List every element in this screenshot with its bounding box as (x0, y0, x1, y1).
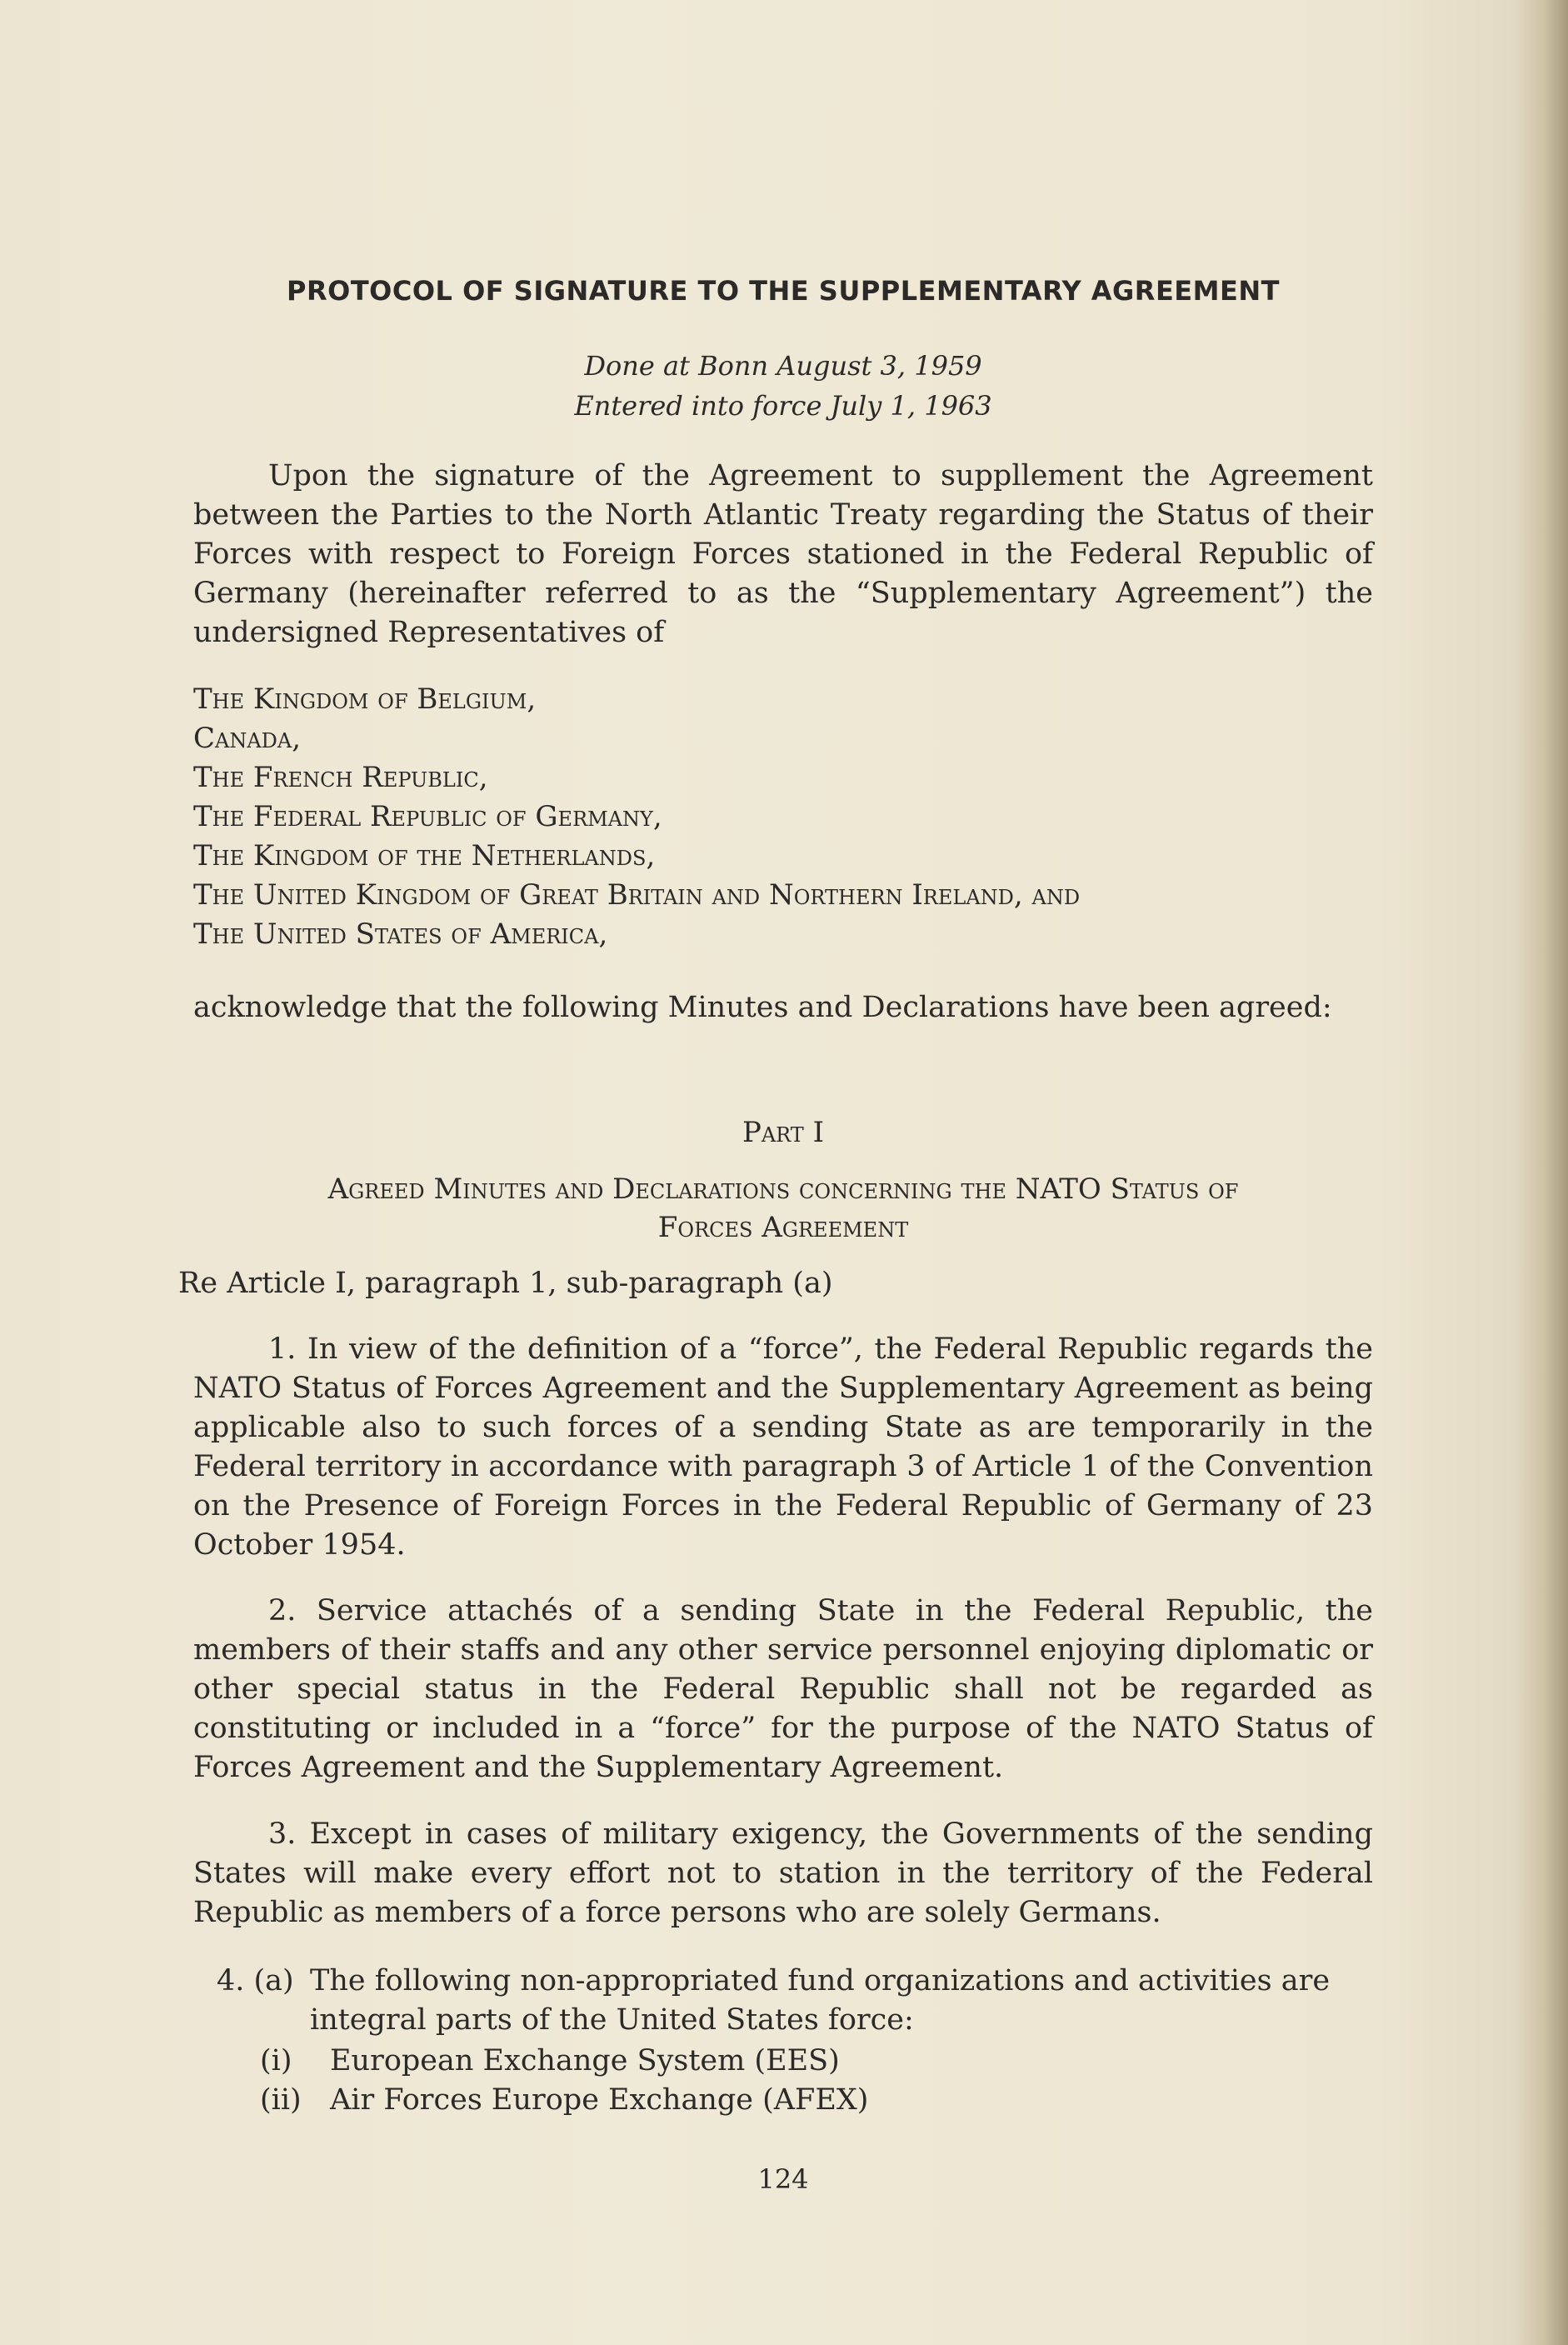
country-item: Canada, (193, 722, 302, 755)
paragraph-4-subitems (260, 2042, 1375, 2120)
country-item: The Kingdom of the Netherlands, (193, 839, 656, 872)
subitem-text: Air Forces Europe Exchange (AFEX) (330, 2083, 869, 2117)
paragraph-2: 2. Service attachés of a sending State in the Federal Republic, the members of their staffs and any other service personnel enjoying diplomatic or other special status in the Federal Republic shall not be regarded as constituting or included in a “force” for the purpose of the NATO Status of Forces Agreement and the Supplementary Agreement. (193, 1594, 1373, 1784)
paragraph-4-number: 4. (a) (217, 1964, 294, 1998)
document-title: PROTOCOL OF SIGNATURE TO THE SUPPLEMENTARY AGREEMENT (287, 275, 1280, 307)
subitem-number: (ii) (260, 2083, 302, 2117)
part-title-line-1: Agreed Minutes and Declarations concerning the NATO Status of (327, 1172, 1239, 1206)
country-item: The Federal Republic of Germany, (193, 800, 662, 833)
subitem-number: (i) (260, 2044, 292, 2078)
part-title-line-2: Forces Agreement (657, 1211, 909, 1244)
country-item: The French Republic, (193, 761, 488, 794)
acknowledge-paragraph: acknowledge that the following Minutes and Declarations have been agreed: (193, 991, 1332, 1024)
countries-list (193, 680, 1376, 954)
country-item: The United Kingdom of Great Britain and Northern Ireland, and (193, 878, 1081, 912)
part-label: Part I (742, 1116, 825, 1149)
document-dates (192, 346, 1375, 426)
paragraph-4-text: The following non-appropriated fund organizations and activities are integral parts of the United States force: (310, 1964, 1331, 2037)
page-edge-shadow (1510, 0, 1568, 2345)
done-at-line: Done at Bonn August 3, 1959 (584, 350, 982, 382)
subitem-text: European Exchange System (EES) (330, 2044, 840, 2078)
country-item: The Kingdom of Belgium, (193, 682, 537, 716)
list-item (260, 2081, 1375, 2120)
part-title (192, 1170, 1375, 1247)
list-item (260, 2042, 1375, 2081)
article-reference: Re Article I, paragraph 1, sub-paragraph (a) (178, 1267, 833, 1300)
intro-paragraph: Upon the signature of the Agreement to suppllement the Agreement between the Parties to the North Atlantic Treaty regarding the Status of their Forces with respect to Foreign Forces stationed in the Federal Republic of Germany (hereinafter referred to as the “Supplementary Agreement”) the undersigned Representatives of (193, 459, 1373, 649)
paragraph-3: 3. Except in cases of military exigency, the Governments of the sending States will make every effort not to station in the territory of the Federal Republic as members of a force persons who are solely Germans. (193, 1818, 1373, 1929)
paragraph-1: 1. In view of the definition of a “force”, the Federal Republic regards the NATO Status of Forces Agreement and the Supplementary Agreement as being applicable also to such forces of a sending State as are temporarily in the Federal territory in accordance with paragraph 3 of Article 1 of the Convention on the Presence of Foreign Forces in the Federal Republic of Germany of 23 October 1954. (193, 1332, 1373, 1562)
entered-into-force-line: Entered into force July 1, 1963 (574, 390, 992, 422)
country-item: The United States of America, (193, 918, 608, 951)
paragraph-4 (217, 1962, 1375, 2120)
page-number: 124 (757, 2163, 809, 2195)
